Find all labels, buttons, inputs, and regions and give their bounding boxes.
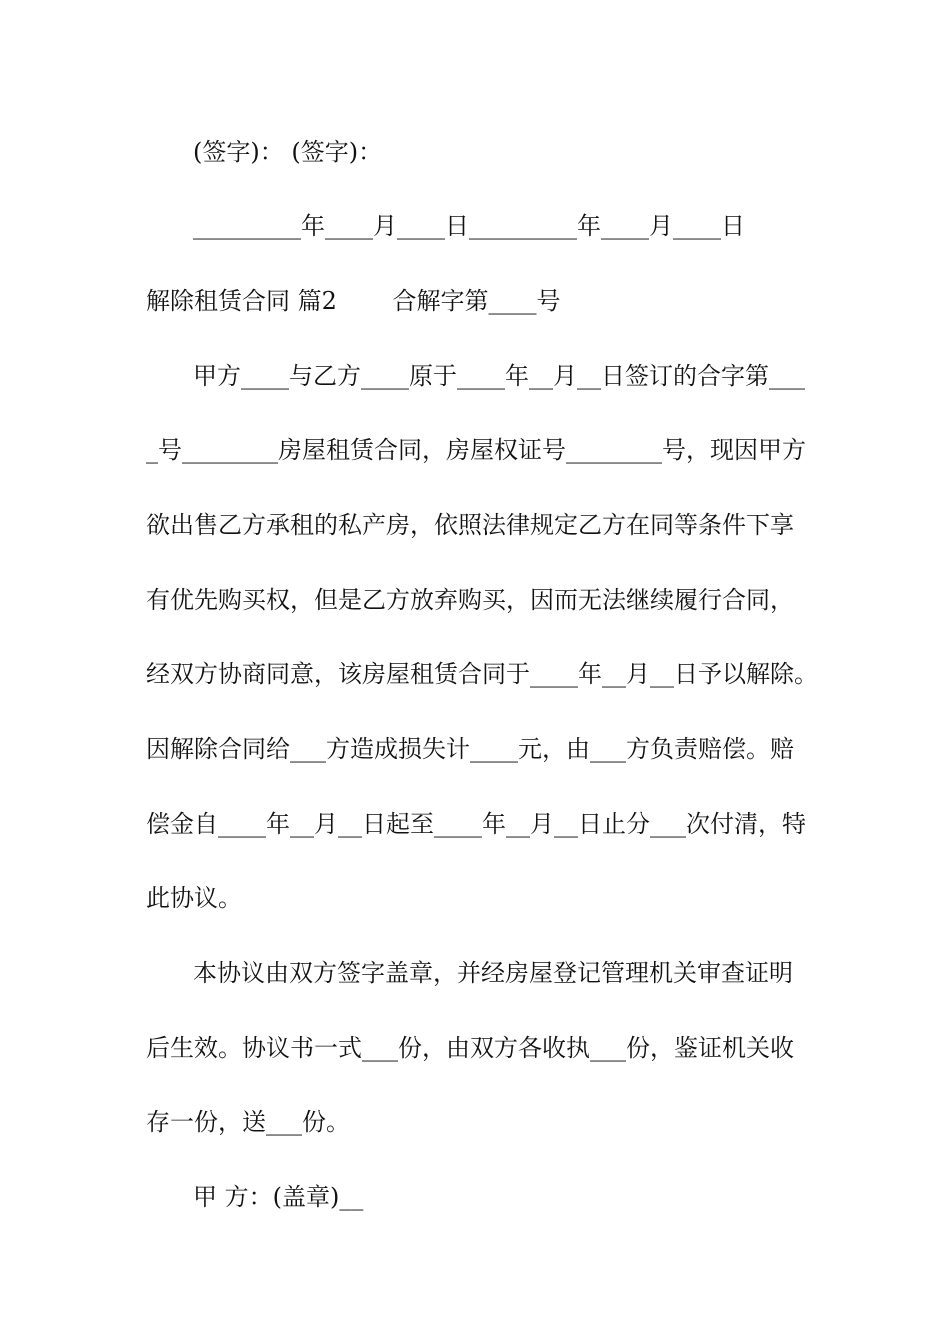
paragraph-line: 经双方协商同意，该房屋租赁合同于____年__月__日予以解除。 <box>146 660 818 688</box>
paragraph-line: 欲出售乙方承租的私产房，依照法律规定乙方在同等条件下享 <box>146 511 794 539</box>
date-line: _________年____月____日_________年____月____日 <box>193 212 745 240</box>
paragraph-line: 甲方____与乙方____原于____年__月__日签订的合字第___ <box>193 362 805 390</box>
paragraph-line: 本协议由双方签字盖章，并经房屋登记管理机关审查证明 <box>193 959 793 987</box>
paragraph-line: 因解除合同给___方造成损失计____元，由___方负责赔偿。赔 <box>146 735 794 763</box>
paragraph-line: 后生效。协议书一式___份，由双方各收执___份，鉴证机关收 <box>146 1034 794 1062</box>
paragraph-line: 有优先购买权，但是乙方放弃购买，因而无法继续履行合同， <box>146 586 794 614</box>
paragraph-line: 此协议。 <box>146 884 242 912</box>
party-a-seal-line: 甲 方：(盖章)__ <box>193 1183 364 1211</box>
signature-line: (签字)： (签字)： <box>193 138 383 166</box>
paragraph-line: 偿金自____年__月__日起至____年__月__日止分___次付清，特 <box>146 810 806 838</box>
section-heading: 解除租赁合同 篇2 合解字第____号 <box>146 287 561 315</box>
paragraph-line: 存一份，送___份。 <box>146 1108 350 1136</box>
paragraph-line: _号________房屋租赁合同，房屋权证号________号，现因甲方 <box>146 436 806 464</box>
